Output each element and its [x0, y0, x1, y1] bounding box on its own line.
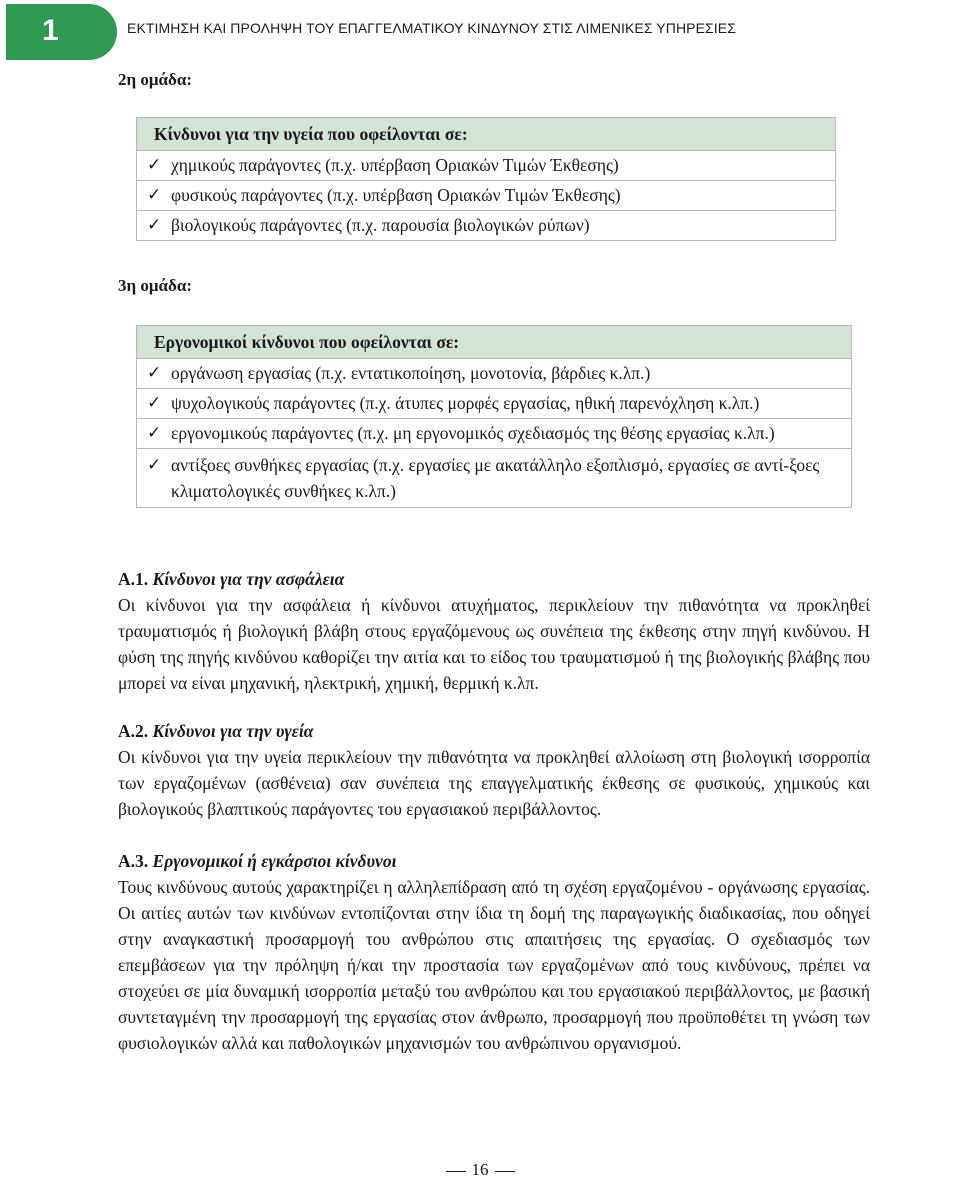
list-item-text: εργονομικούς παράγοντες (π.χ. μη εργονομικός σχεδιασμός της θέσης εργασίας κ.λπ.) [171, 423, 775, 443]
group-3-box-title: Εργονομικοί κίνδυνοι που οφείλονται σε: [137, 326, 851, 359]
section-body: Οι κίνδυνοι για την ασφάλεια ή κίνδυνοι ατυχήματος, περικλείουν την πιθανότητα να προκληθεί τραυματισμός ή βιολογική βλάβη στους εργαζόμενους ως συνέπεια της έκθεσης στην πηγή κινδύνου. Η φύση της πηγής κινδύνου καθορίζει την αιτία και το είδος του τραυματισμού ή της βιολογικής βλάβης που μπορεί να είναι μηχανική, ηλεκτρική, χημική, θερμική κ.λπ. [118, 595, 870, 693]
group-3-label: 3η ομάδα: [118, 276, 193, 295]
list-item [137, 359, 851, 389]
section-a3 [118, 848, 870, 1056]
list-item-text: οργάνωση εργασίας (π.χ. εντατικοποίηση, μονοτονία, βάρδιες κ.λπ.) [171, 363, 651, 383]
page-number [0, 1160, 960, 1180]
section-number: Α.3. [118, 851, 149, 871]
list-item [137, 449, 851, 507]
check-icon: ✓ [147, 185, 162, 205]
check-icon: ✓ [147, 393, 162, 413]
list-item [137, 151, 835, 181]
list-item-text: βιολογικούς παράγοντες (π.χ. παρουσία βιολογικών ρύπων) [171, 215, 590, 235]
section-title [118, 848, 870, 874]
page-number-rule-right [495, 1171, 515, 1172]
header-title: ΕΚΤΙΜΗΣΗ ΚΑΙ ΠΡΟΛΗΨΗ ΤΟΥ ΕΠΑΓΓΕΛΜΑΤΙΚΟΥ ΚΙΝΔΥΝΟΥ ΣΤΙΣ ΛΙΜΕΝΙΚΕΣ ΥΠΗΡΕΣΙΕΣ [127, 20, 736, 36]
section-body: Τους κινδύνους αυτούς χαρακτηρίζει η αλληλεπίδραση από τη σχέση εργαζομένου - οργάνωσης εργασίας. Οι αιτίες αυτών των κινδύνων εντοπίζονται στην ίδια τη δομή της παραγωγικής διαδικασίας, που οδηγεί στην αναγκαστική προσαρμογή του ανθρώπου στις απαιτήσεις της εργασίας. Ο σχεδιασμός των επεμβάσεων για την πρόληψη ή/και την προστασία των εργαζομένων από τους κινδύνους, πρέπει να στοχεύει σε μία δυναμική ισορροπία μεταξύ του ανθρώπου και του εργασιακού περιβάλλοντος, με βασική συντεταγμένη την προσαρμογή της εργασίας στον άνθρωπο, προσαρμογή που προϋποθέτει τη γνώση των φυσιολογικών αλλά και παθολογικών μηχανισμών του ανθρώπινου οργανισμού. [118, 877, 870, 1053]
group-3-box [136, 325, 852, 508]
section-title [118, 718, 870, 744]
list-item-text: ψυχολογικούς παράγοντες (π.χ. άτυπες μορφές εργασίας, ηθική παρενόχληση κ.λπ.) [171, 393, 760, 413]
section-title [118, 566, 870, 592]
list-item [137, 211, 835, 240]
check-icon: ✓ [147, 155, 162, 175]
group-2-label: 2η ομάδα: [118, 70, 193, 89]
chapter-number: 1 [42, 14, 59, 47]
list-item [137, 181, 835, 211]
section-heading: Κίνδυνοι για την ασφάλεια [152, 569, 345, 589]
list-item [137, 419, 851, 449]
section-body: Οι κίνδυνοι για την υγεία περικλείουν την πιθανότητα να προκληθεί αλλοίωση στη βιολογική ισορροπία των εργαζομένων (ασθένεια) σαν συνέπεια της επαγγελματικής έκθεσης σε φυσικούς, χημικούς και βιολογικούς βλαπτικούς παράγοντες του εργασιακού περιβάλλοντος. [118, 747, 870, 819]
group-2-box [136, 117, 836, 241]
section-number: Α.1. [118, 569, 149, 589]
section-a2 [118, 718, 870, 822]
section-heading: Κίνδυνοι για την υγεία [152, 721, 314, 741]
section-number: Α.2. [118, 721, 149, 741]
page-number-rule-left [446, 1171, 466, 1172]
group-2-box-title: Κίνδυνοι για την υγεία που οφείλονται σε: [137, 118, 835, 151]
check-icon: ✓ [147, 423, 162, 443]
check-icon: ✓ [147, 363, 162, 383]
check-icon: ✓ [147, 455, 162, 475]
page-number-text: 16 [471, 1160, 489, 1179]
section-a1 [118, 566, 870, 696]
list-item-text: φυσικούς παράγοντες (π.χ. υπέρβαση Οριακών Τιμών Έκθεσης) [171, 185, 621, 205]
chapter-tab [6, 4, 117, 60]
list-item-text: αντίξοες συνθήκες εργασίας (π.χ. εργασίες με ακατάλληλο εξοπλισμό, εργασίες σε αντί-ξοες κλιματολογικές συνθήκες κ.λπ.) [171, 455, 820, 501]
list-item-text: χημικούς παράγοντες (π.χ. υπέρβαση Οριακών Τιμών Έκθεσης) [171, 155, 619, 175]
page-header [0, 0, 960, 62]
section-heading: Εργονομικοί ή εγκάρσιοι κίνδυνοι [152, 851, 397, 871]
check-icon: ✓ [147, 215, 162, 235]
list-item [137, 389, 851, 419]
